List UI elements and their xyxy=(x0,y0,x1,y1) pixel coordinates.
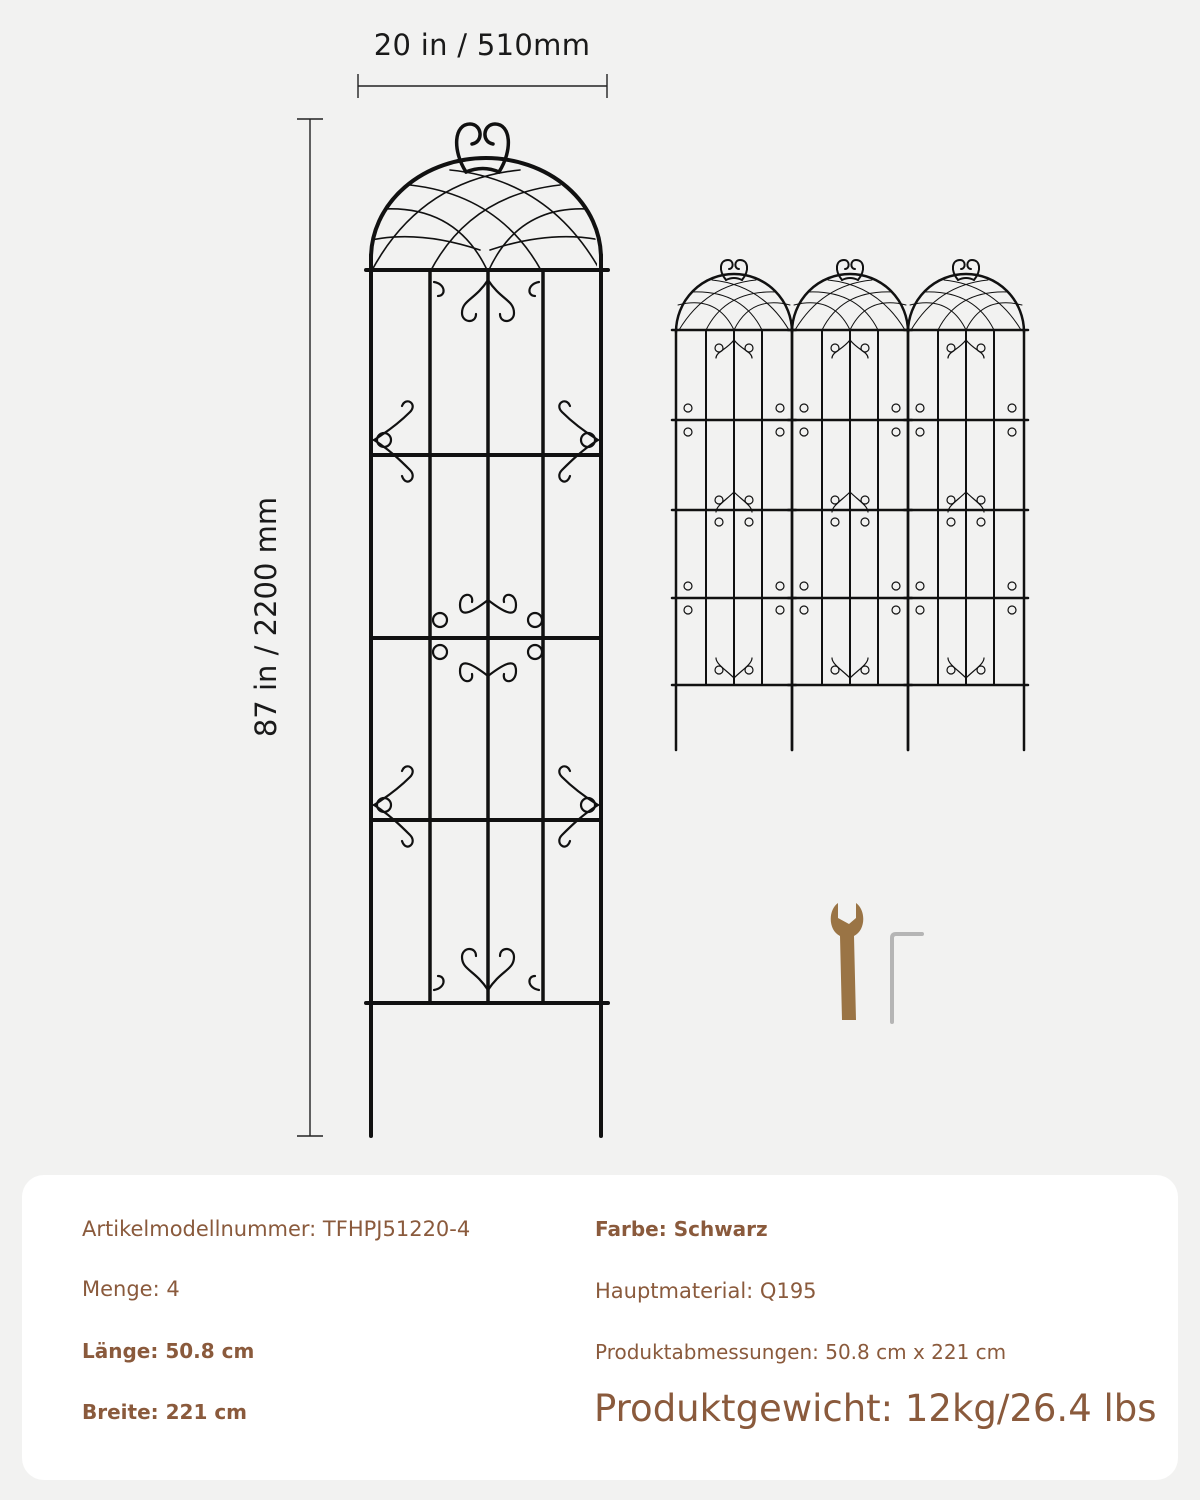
specification-card xyxy=(22,1175,1178,1480)
height-dimension-label: 87 in / 2200 mm xyxy=(249,496,283,738)
spec-breite: Breite: 221 cm xyxy=(82,1400,248,1424)
spec-color: Farbe: Schwarz xyxy=(595,1217,768,1241)
spec-weight: Produktgewicht: 12kg/26.4 lbs xyxy=(594,1387,1157,1430)
spec-length: Länge: 50.8 cm xyxy=(82,1339,255,1363)
spec-dimensions: Produktabmessungen: 50.8 cm x 221 cm xyxy=(595,1340,1007,1364)
width-dimension-label: 20 in / 510mm xyxy=(373,28,591,62)
allen-key-icon xyxy=(892,934,922,1022)
spec-model-number: Artikelmodellnummer: TFHPJ51220-4 xyxy=(82,1217,471,1241)
spec-material: Hauptmaterial: Q195 xyxy=(595,1279,817,1303)
wrench-icon xyxy=(831,903,864,1020)
spec-quantity: Menge: 4 xyxy=(82,1277,180,1301)
